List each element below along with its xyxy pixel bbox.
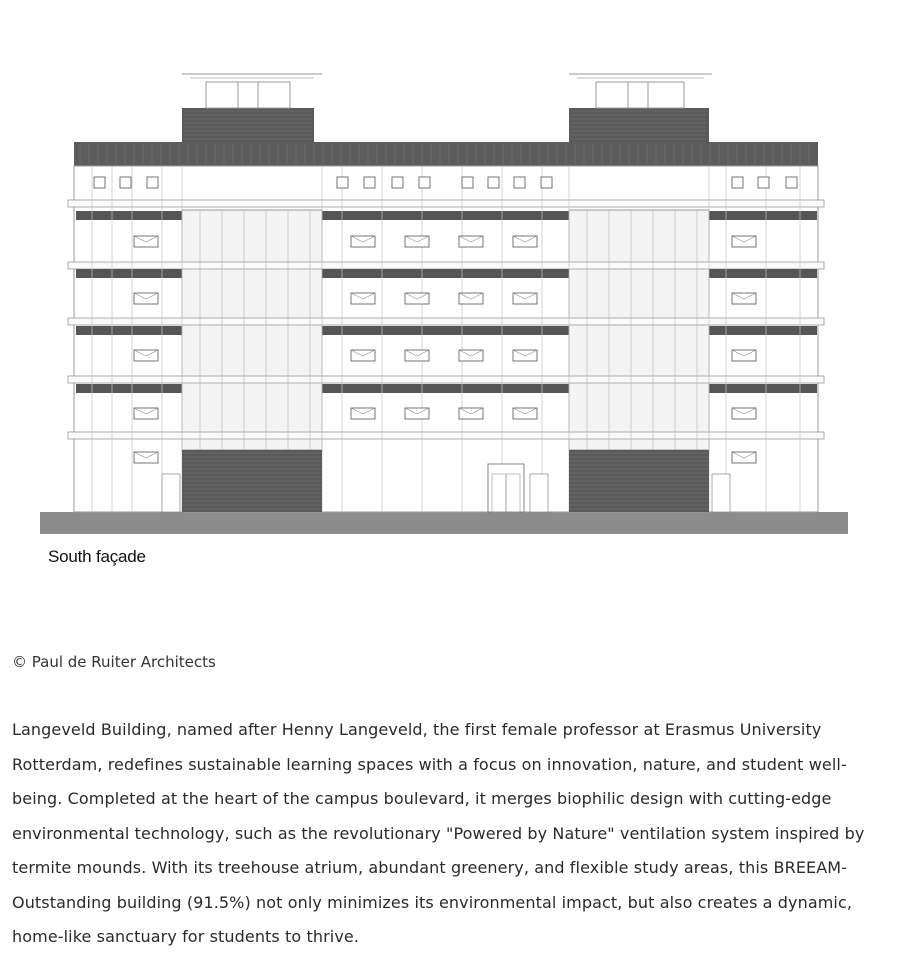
rooftop-unit-right [569,74,712,142]
window [462,177,473,188]
spandrel-band [709,211,817,220]
article-paragraph: Langeveld Building, named after Henny Langeveld, the first female professor at Erasmus University Rotterdam, redefines sustainable learning spaces with a focus on innovation, nature, and student well-being. Completed at the heart of the campus boulevard, it merges biophilic design with cutting-edge environmental technology, such as the revolutionary "Powered by Nature" ventilation system inspired by termite mounds. With its treehouse atrium, abundant greenery, and flexible study areas, this BREEAM-Outstanding building (91.5%) not only minimizes its environmental impact, but also creates a dynamic, home-like sanctuary for students to thrive. [12,720,865,946]
side-door [530,474,548,512]
photo-credit: © Paul de Ruiter Architects [12,653,216,671]
spandrel-band [322,211,569,220]
window [541,177,552,188]
ground-slab [40,512,848,534]
side-door [162,474,180,512]
floor-slab [68,262,824,269]
window [147,177,158,188]
window [514,177,525,188]
window [488,177,499,188]
parapet-band [74,142,818,166]
window [337,177,348,188]
atrium-left [182,210,322,450]
atrium-right [569,210,709,450]
floor-slab [68,318,824,325]
floor-slab [68,432,824,439]
figure-caption: South façade [48,547,146,566]
window [419,177,430,188]
window [392,177,403,188]
window [120,177,131,188]
spandrel-band [709,326,817,335]
window [94,177,105,188]
floor-slab [68,200,824,207]
side-door [712,474,730,512]
spandrel-band [709,269,817,278]
window [364,177,375,188]
window [732,177,743,188]
floor-slab [68,376,824,383]
window [786,177,797,188]
spandrel-band [709,384,817,393]
window [758,177,769,188]
spandrel-band [322,384,569,393]
rooftop-unit-left [182,74,322,142]
spandrel-band [322,269,569,278]
spandrel-band [322,326,569,335]
